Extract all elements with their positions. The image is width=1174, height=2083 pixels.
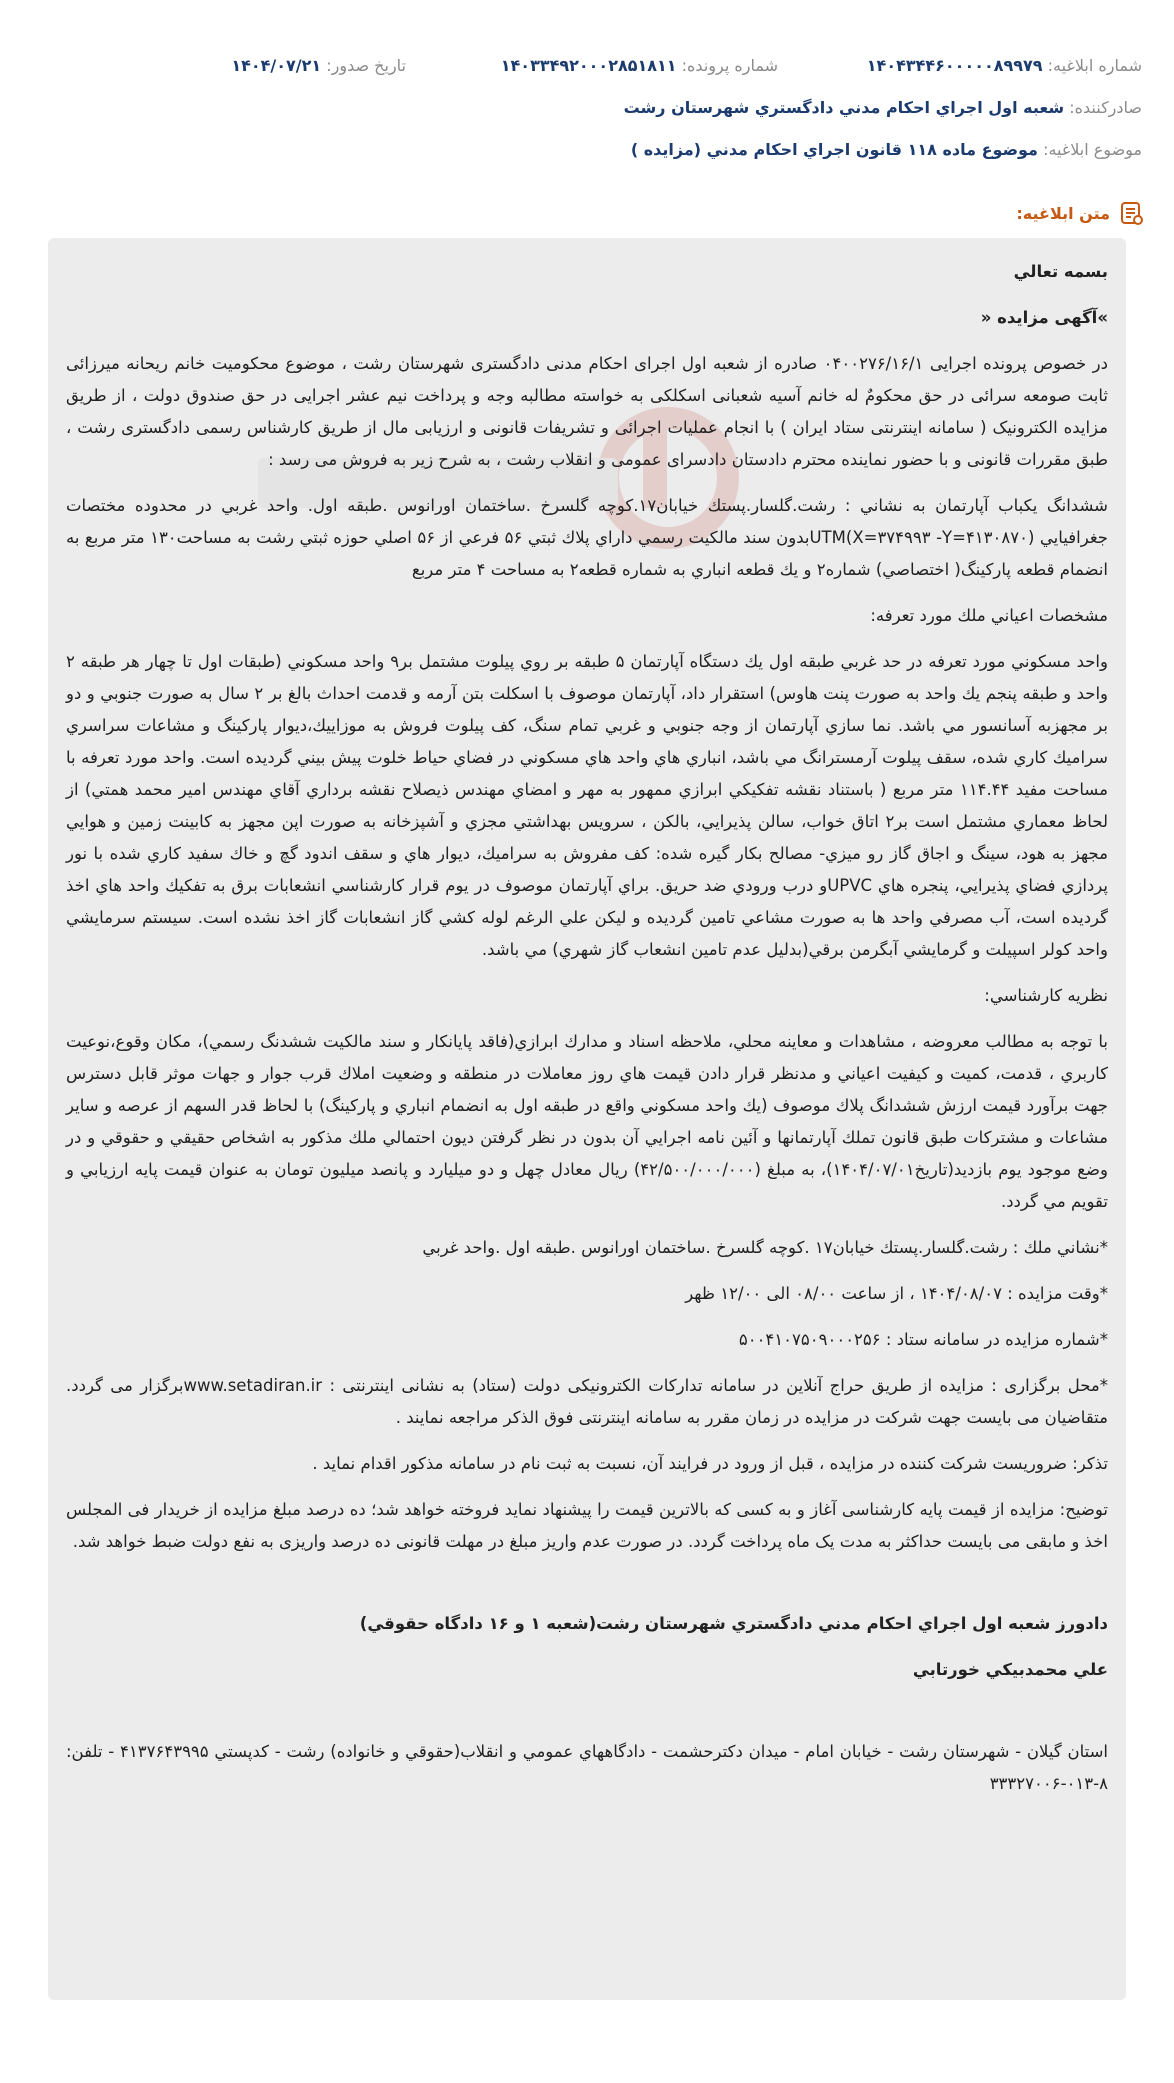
- notice-section-label: متن ابلاغيه:: [1016, 203, 1110, 223]
- notice-content-panel: [48, 238, 1126, 2000]
- issuer-label: صادرکننده:: [1069, 98, 1142, 117]
- case-number-label: شماره پرونده:: [681, 56, 778, 75]
- signature-office: دادورز شعبه اول اجراي احكام مدني دادگستري شهرستان رشت(شعبه ۱ و ۱۶ دادگاه حقوقي): [359, 1614, 1108, 1633]
- body-auction-number-line: *شماره مزايده در سامانه ستاد : ۵۰۰۴۱۰۷۵۰۹۰۰۰۲۵۶: [738, 1330, 1108, 1349]
- issue-date-label: تاريخ صدور:: [326, 56, 406, 75]
- body-paragraph-specs: واحد مسكوني مورد تعرفه در حد غربي طبقه اول يك دستگاه آپارتمان ۵ طبقه بر روي پيلوت مشتمل بر۹ واحد مسكوني (طبقات اول تا چهار هر طبقه ۲ واحد و طبقه پنجم يك واحد به صورت پنت هاوس) استقرار داد، آپارتمان موصوف با اسكلت بتن آرمه و قدمت احداث بالغ بر ۲ سال به صورت جنوبي و دو بر مجهزبه آسانسور مي باشد. نما سازي آپارتمان از وجه جنوبي و غربي تمام سنگ، كف پيلوت فروش به موزاييك،ديوار پاركينگ و مشاعات سراسري سراميك كاري شده، سقف پيلوت آرمسترانگ مي باشد، انباري هاي واحد هاي مسكوني در فضاي حياط خلوت پيش بيني گرديده است. واحد مورد تعرفه با مساحت مفيد ۱۱۴.۴۴ متر مربع ( باستناد نقشه تفكيكي ابرازي ممهور به مهر و امضاي مهندس ذيصلاح نقشه برداري آقاي مهندس امير محمد همتي) از لحاظ معماري مشتمل است بر۲ اتاق خواب، سالن پذيرايي، بالكن ، سرويس بهداشتي مجزي و آشپزخانه به صورت اپن مجهز به كابينت زمين و هوايي مجهز به هود، سينگ و اجاق گاز رو ميزي- مصالح بكار گيره شده: كف مفروش به سراميك، ديوار هاي و سقف اندود گچ و خاك سفيد كاري شده با نور پردازي فضاي پذيرايي، پنجره هاي UPVCو درب ورودي ضد حريق. براي آپارتمان موصوف در يوم قرار كارشناسي انشعابات برق به تفكيك واحد هاي اخذ گرديده است، آب مصرفي واحد ها به صورت مشاعي تامين گرديده و ليكن علي الرغم لوله كشي گاز انشعابات گاز اخذ نشده است. سيستم سرمايشي واحد كولر اسپيلت و گرمايشي آبگرمن برقي(بدليل عدم تامين انشعاب گاز شهري) مي باشد.: [66, 652, 1108, 959]
- footer-address: استان گيلان - شهرستان رشت - خيابان امام - ميدان دكترحشمت - دادگاههاي عمومي و انقلاب(حقوقي و خانواده) رشت - كدپستي ۴۱۳۷۶۴۳۹۹۵ - تلفن: ۸-۰۱۳-۳۳۳۲۷۰۰۶: [66, 1742, 1109, 1793]
- subject-label: موضوع ابلاغيه:: [1043, 140, 1142, 159]
- notice-meta-row: [60, 56, 1142, 80]
- issue-date-cell: [231, 56, 406, 75]
- body-explanation-line: توضیح: مزايده از قيمت پايه کارشناسی آغاز و به کسی که بالاترين قيمت را پيشنهاد نمايد فروخته خواهد شد؛ ده درصد مبلغ مزايده از خريدار فی المجلس اخذ و مابقی می بايست حداکثر به مدت يک ماه پرداخت گردد. در صورت عدم واريز مبلغ در مهلت قانونی ده درصد واريزی به نفع دولت ضبط خواهد شد.: [66, 1500, 1108, 1551]
- body-heading-bismillah: بسمه تعالي: [1013, 262, 1108, 281]
- document-icon: [1118, 200, 1144, 226]
- notice-body: [66, 256, 1108, 1814]
- notice-number-label: شماره ابلاغيه:: [1047, 56, 1142, 75]
- signature-name: علي محمدبيكي خورتابي: [912, 1660, 1108, 1679]
- case-number-value: ۱۴۰۳۳۴۹۲۰۰۰۲۸۵۱۸۱۱: [500, 56, 677, 75]
- notice-number-cell: [867, 56, 1142, 75]
- body-address-line: *نشاني ملك : رشت.گلسار.پستك خيابان۱۷ .كوچه گلسرخ .ساختمان اورانوس .طبقه اول .واحد غربي: [422, 1238, 1108, 1257]
- notice-section-title: [1016, 200, 1144, 226]
- body-auction-place-line: *محل برگزاری : مزايده از طريق حراج آنلاين در سامانه تداركات الكترونيكی دولت (ستاد) به نشانی اينترنتی : www.setadiran.irبرگزار می گردد. متقاضيان می بايست جهت شركت در مزايده در زمان مقرر به سامانه اينترنتی فوق الذكر مراجعه نمايند .: [66, 1376, 1108, 1427]
- subject-value: موضوع ماده ۱۱۸ قانون اجراي احكام مدني (مزايده ): [630, 140, 1038, 159]
- body-paragraph-property: ششدانگ يكباب آپارتمان به نشاني : رشت.گلسار.پستك خيابان۱۷.كوچه گلسرخ .ساختمان اورانوس .طبقه اول. واحد غربي در محدوده مختصات جغرافيايي (X=۳۷۴۹۹۳ -Y=۴۱۳۰۸۷۰)UTMبدون سند مالكيت رسمي داراي پلاك ثبتي ۵۶ فرعي از ۵۶ اصلي حوزه ثبتي رشت به مساحت۱۳۰ متر مربع به انضمام قطعه پاركينگ( اختصاصي) شماره۲ و يك قطعه انباري به شماره قطعه۲ به مساحت ۴ متر مربع: [66, 496, 1108, 579]
- body-heading-auction: »آگهی مزايده «: [980, 308, 1108, 327]
- issuer-value: شعبه اول اجراي احكام مدني دادگستري شهرستان رشت: [623, 98, 1065, 117]
- case-number-cell: [501, 56, 778, 75]
- notice-number-value: ۱۴۰۴۳۴۴۶۰۰۰۰۰۸۹۹۷۹: [866, 56, 1043, 75]
- body-paragraph-intro: در خصوص پرونده اجرايی ۰۴۰۰۲۷۶/۱۶/۱ صادره از شعبه اول اجرای احکام مدنی دادگستری شهرستان رشت ، موضوع محکومیت خانم ریحانه میرزائی ثابت صومعه سرائی در حق محکومٌ له خانم آسیه شعبانی اسکلکی به خواسته مطالبه وجه و پرداخت نیم عشر اجرایی در حق صندوق دولت ، از طریق مزایده الکترونیک ( سامانه اینترنتی ستاد ایران ) با انجام عملیات اجرائی و تشریفات قانونی و ارزیابی مال از طریق کارشناس رسمی دادگستری رشت ، طبق مقررات قانونی و با حضور نماینده محترم دادستان دادسرای عمومی و انقلاب رشت ، به شرح زیر به فروش می رسد :: [66, 354, 1108, 469]
- issuer-row: [60, 98, 1142, 117]
- body-heading-specs: مشخصات اعياني ملك مورد تعرفه:: [870, 606, 1108, 625]
- issue-date-value: ۱۴۰۴/۰۷/۲۱: [231, 56, 322, 75]
- body-paragraph-expert: با توجه به مطالب معروضه ، مشاهدات و معاينه محلي، ملاحظه اسناد و مدارك ابرازي(فاقد پايانكار و سند مالكيت ششدنگ رسمي)، مكان وقوع،نوعيت كاربري ، قدمت، كميت و كيفيت اعياني و مدنظر قرار دادن قيمت هاي روز معاملات در منطقه و وضعيت املاك قرب جوار و جهات موثر قابل دسترس جهت برآورد قيمت ارزش ششدانگ پلاك موصوف (يك واحد مسكوني واقع در طبقه اول به انضمام انباري و پاركينگ) با لحاظ قدر السهم از عرصه و ساير مشاعات و مشتركات طبق قانون تملك آپارتمانها و آئين نامه اجرايي آن بدون در نظر گرفتن ديون احتمالي ملك مذكور به اشخاص حقيقي و حقوقي و در وضع موجود يوم بازديد(تاريخ۱۴۰۴/۰۷/۰۱)، به مبلغ (۴۲/۵۰۰/۰۰۰/۰۰۰) ريال معادل چهل و دو ميليارد و پانصد ميليون تومان به عنوان قيمت پايه ارزيابي و تقويم مي گردد.: [66, 1032, 1108, 1211]
- body-reminder-line: تذکر: ضروريست شرکت کننده در مزايده ، قبل از ورود در فرايند آن، نسبت به ثبت نام در سامانه مذکور اقدام نمايد .: [312, 1454, 1108, 1473]
- subject-row: [60, 140, 1142, 159]
- body-auction-time-line: *وقت مزايده : ۱۴۰۴/۰۸/۰۷ ، از ساعت ۰۸/۰۰ الی ۱۲/۰۰ ظهر: [685, 1284, 1108, 1303]
- body-heading-expert: نظريه كارشناسي:: [984, 986, 1108, 1005]
